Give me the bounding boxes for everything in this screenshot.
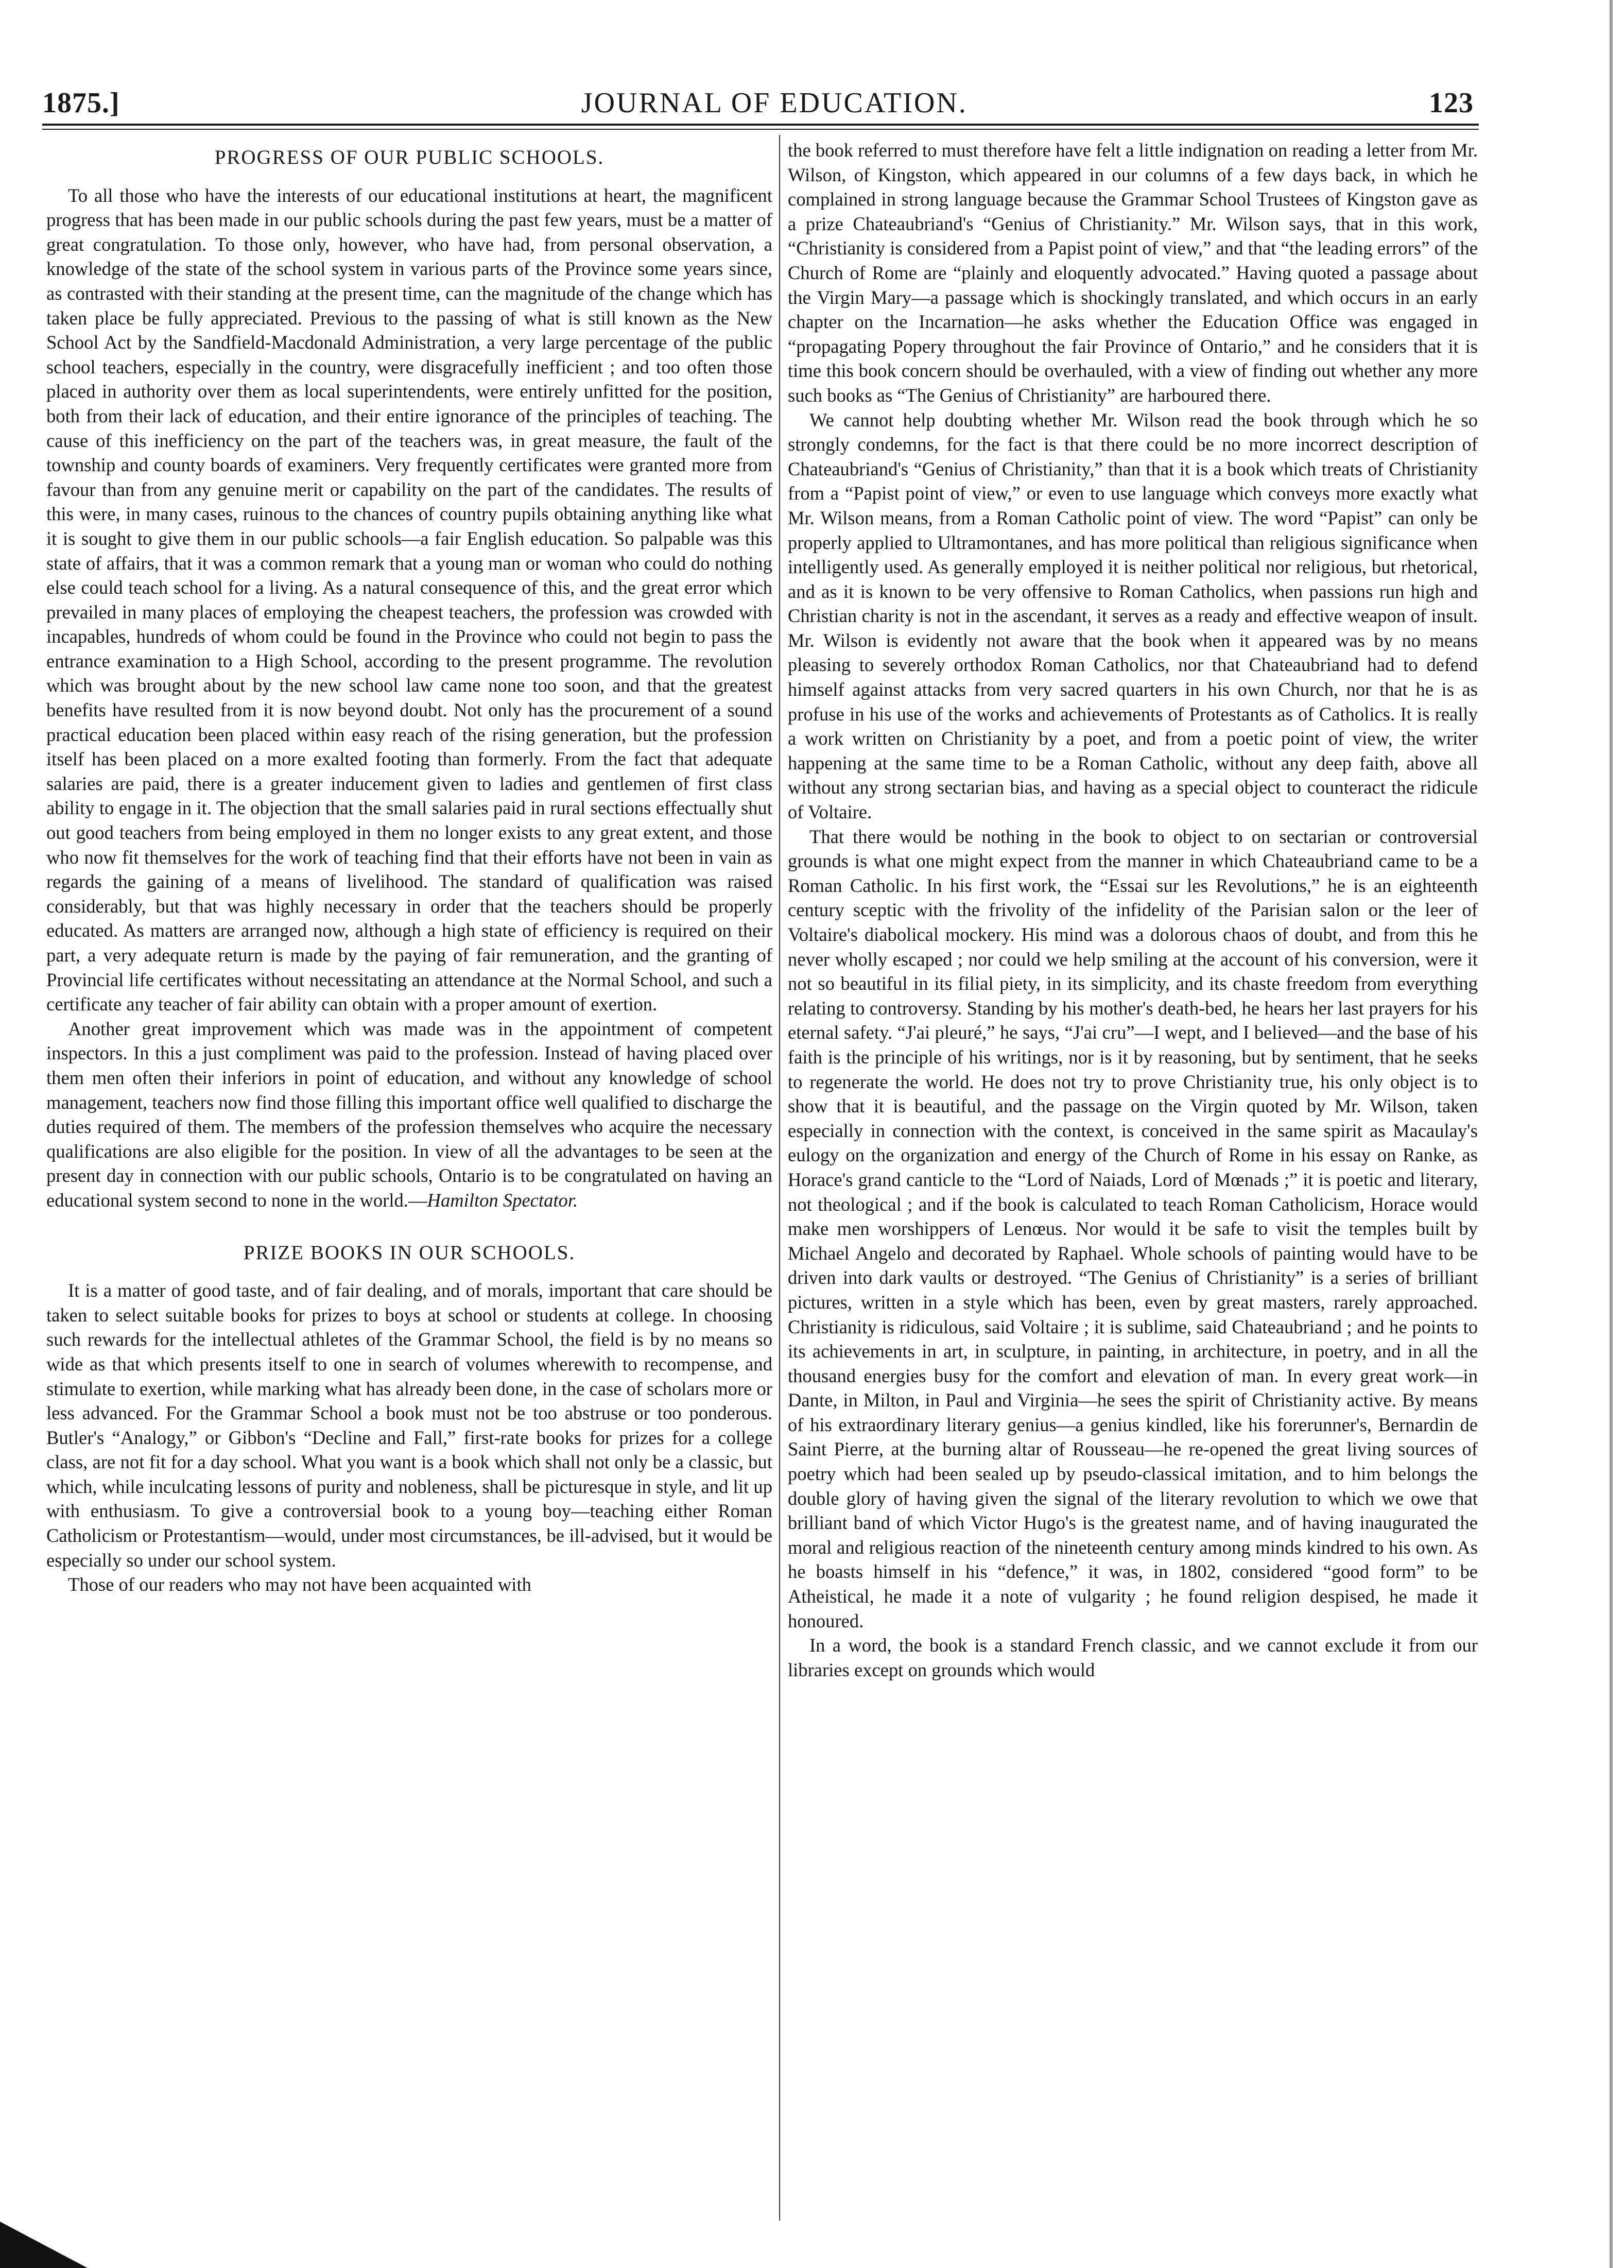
- column-divider: [779, 135, 780, 2221]
- header-journal-title: JOURNAL OF EDUCATION.: [581, 87, 968, 119]
- right-column: [788, 138, 1478, 2219]
- header-rule-thin: [42, 129, 1479, 130]
- section-title-prize-books: PRIZE BOOKS IN OUR SCHOOLS.: [243, 1241, 576, 1264]
- paragraph-text: Another great improvement which was made was in the appointment of competent inspectors. In this a just compliment was paid to the profession. Instead of having placed over them men often their inferiors in point of education, and without any knowledge of school management, teachers now find those filling this important office well qualified to discharge the duties required of them. The members of the profession themselves who acquire the necessary qualifications are also eligible for the position. In view of all the advantages to be seen at the present day in connection with our public schools, Ontario is to be congratulated on having an educational system second to none in the world.—: [46, 1018, 772, 1211]
- article-paragraph-continued: the book referred to must therefore have felt a little indignation on reading a letter from Mr. Wilson, of Kingston, which appeared in our columns of a few days back, in which he complained in strong language because the Grammar School Trustees of Kingston gave as a prize Chateaubriand's “Genius of Christianity.” Mr. Wilson says, that in this work, “Christianity is considered from a Papist point of view,” and that “the leading errors” of the Church of Rome are “plainly and eloquently advocated.” Having quoted a passage about the Virgin Mary—a passage which is shockingly translated, and which occurs in an early chapter on the Incarnation—he asks whether the Education Office was engaged in “propagating Popery throughout the fair Province of Ontario,” and he considers that it is time this book concern should be overhauled, with a view of finding out whether any more such books as “The Genius of Christianity” are harboured there.: [788, 140, 1478, 406]
- section-title-progress: PROGRESS OF OUR PUBLIC SCHOOLS.: [214, 146, 604, 168]
- source-attribution: Hamilton Spectator.: [427, 1189, 578, 1211]
- article-paragraph: To all those who have the interests of our educational institutions at heart, the magnificent progress that has been made in our public schools during the past few years, must be a matter of great congratulation. To those only, however, who have had, from personal observation, a knowledge of the state of the school system in various parts of the Province some years since, as contrasted with their standing at the present time, can the magnitude of the change which has taken place be fully appreciated. Previous to the passing of what is still known as the New School Act by the Sandfield-Macdonald Administration, a very large percentage of the public school teachers, especially in the country, were disgracefully inefficient ; and too often those placed in authority over them as local superintendents, were entirely unfitted for the position, both from their lack of education, and their entire ignorance of the principles of teaching. The cause of this inefficiency on the part of the teachers was, in great measure, the fault of the township and county boards of examiners. Very frequently certificates were granted more from favour than from any genuine merit or capability on the part of the candidates. The results of this were, in many cases, ruinous to the chances of country pupils obtaining anything like what it is sought to give them in our public schools—a fair English education. So palpable was this state of affairs, that it was a common remark that a young man or woman who could do nothing else could teach school for a living. As a natural consequence of this, and the great error which prevailed in many places of employing the cheapest teachers, the profession was crowded with incapables, hundreds of whom could be found in the Province who could not begin to pass the entrance examination to a High School, according to the present programme. The revolution which was brought about by the new school law came none too soon, and that the greatest benefits have resulted from it is now beyond doubt. Not only has the procurement of a sound practical education been placed within easy reach of the rising generation, but the profession itself has been placed on a more exalted footing than formerly. From the fact that adequate salaries are paid, there is a greater inducement given to ladies and gentlemen of first class ability to engage in it. The objection that the small salaries paid in rural sections effectually shut out good teachers from being employed in them no longer exists to any great extent, and those who now fit themselves for the work of teaching find that their efforts have not been in vain as regards the gaining of a means of livelihood. The standard of qualification was raised considerably, but that was highly necessary in order that the teachers should be properly educated. As matters are arranged now, although a high state of efficiency is required on their part, a very adequate return is made by the paying of fair remuneration, and the granting of Provincial life certificates without necessitating an attendance at the Normal School, and such a certificate any teacher of fair ability can obtain with a proper amount of exertion.: [46, 184, 772, 1015]
- running-header: [42, 72, 1478, 119]
- article-paragraph: In a word, the book is a standard French classic, and we cannot exclude it from our libraries except on grounds which would: [788, 1635, 1478, 1680]
- header-rule-thick: [42, 124, 1479, 126]
- article-paragraph: That there would be nothing in the book to object to on sectarian or controversial grounds is what one might expect from the manner in which Chateaubriand came to be a Roman Catholic. In his first work, the “Essai sur les Revolutions,” he is an eighteenth century sceptic with the frivolity of the infidelity of the Parisian salon or the leer of Voltaire's diabolical mockery. His mind was a dolorous chaos of doubt, and from this he never wholly escaped ; nor could we help smiling at the account of his conversion, were it not so beautiful in its filial piety, in its simplicity, and its chaste freedom from everything relating to controversy. Standing by his mother's death-bed, he hears her last prayers for his eternal safety. “J'ai pleuré,” he says, “J'ai cru”—I wept, and I believed—and the base of his faith is the principle of his writings, nor is it by reasoning, but by sentiment, that he seeks to regenerate the world. He does not try to prove Christianity true, his only object is to show that it is beautiful, and the passage on the Virgin quoted by Mr. Wilson, taken especially in connection with the context, is conceived in the same spirit as Macaulay's eulogy on the organization and energy of the Church of Rome in his essay on Ranke, as Horace's grand canticle to the “Lord of Naiads, Lord of Mœnads ;” it is poetic and literary, not theological ; and if the book is calculated to teach Roman Catholicism, Horace would make men worshippers of Lenœus. Nor would it be safe to visit the temples built by Michael Angelo and decorated by Raphael. Whole schools of painting would have to be driven into dark vaults or destroyed. “The Genius of Christianity” is a series of brilliant pictures, written in a style which has been, even by great masters, rarely approached. Christianity is ridiculous, said Voltaire ; it is sublime, said Chateaubriand ; and he points to its achievements in art, in sculpture, in painting, in architecture, in poetry, and in all the thousand energies busy for the comfort and elevation of man. In every great work—in Dante, in Milton, in Paul and Virginia—he sees the spirit of Christianity active. By means of his extraordinary literary genius—a genius kindled, like his forerunner's, Bernardin de Saint Pierre, at the burning altar of Rousseau—he re-opened the great living sources of poetry which had been sealed up by pseudo-classical imitation, and to him belongs the double glory of having given the signal of the literary revolution to which we owe that brilliant band of which Victor Hugo's is the greatest name, and of having inaugurated the moral and religious reaction of the nineteenth century among minds kindred to his own. As he boasts himself in his “defence,” it was, in 1802, considered “good form” to be Atheistical, he made it a note of vulgarity ; he found religion despised, he made it honoured.: [788, 826, 1478, 1631]
- page-corner-mark: [0, 2222, 88, 2268]
- article-paragraph: [46, 1017, 772, 1213]
- page-edge-shadow: [1610, 0, 1613, 2268]
- header-year: 1875.]: [42, 87, 120, 119]
- article-paragraph: It is a matter of good taste, and of fair dealing, and of morals, important that care should be taken to select suitable books for prizes to boys at school or students at college. In choosing such rewards for the intellectual athletes of the Grammar School, the field is by no means so wide as that which presents itself to one in search of volumes wherewith to recompense, and stimulate to exertion, while marking what has already been done, in the case of scholars more or less advanced. For the Grammar School a book must not be too abstruse or too ponderous. Butler's “Analogy,” or Gibbon's “Decline and Fall,” first-rate books for prizes for a college class, are not fit for a day school. What you want is a book which shall not only be a classic, but which, while inculcating lessons of purity and nobleness, shall be picturesque in style, and lit up with enthusiasm. To give a controversial book to a young boy—teaching either Roman Catholicism or Protestantism—would, under most circumstances, be ill-advised, but it would be especially so under our school system.: [46, 1280, 772, 1571]
- left-column: [46, 138, 772, 2219]
- article-paragraph: We cannot help doubting whether Mr. Wilson read the book through which he so strongly condemns, for the fact is that there could be no more incorrect description of Chateaubriand's “Genius of Christianity,” than that it is a book which treats of Christianity from a “Papist point of view,” or even to use language which conveys more exactly what Mr. Wilson means, from a Roman Catholic point of view. The word “Papist” can only be properly applied to Ultramontanes, and has more political than religious significance when intelligently used. As generally employed it is neither political nor religious, but rhetorical, and as it is known to be very offensive to Roman Catholics, when passions run high and Christian charity is not in the ascendant, it serves as a ready and effective weapon of insult. Mr. Wilson is evidently not aware that the book when it appeared was by no means pleasing to severely orthodox Roman Catholics, nor that Chateaubriand had to defend himself against attacks from very sacred quarters in his own Church, nor that he is as profuse in his use of the works and achievements of Protestants as of Catholics. It is really a work written on Christianity by a poet, and from a poetic point of view, the writer happening at the same time to be a Roman Catholic, without any deep faith, above all without any strong sectarian bias, and having as a special object to counteract the ridicule of Voltaire.: [788, 409, 1478, 823]
- article-paragraph: Those of our readers who may not have been acquainted with: [68, 1574, 531, 1595]
- header-page-number: 123: [1428, 87, 1474, 119]
